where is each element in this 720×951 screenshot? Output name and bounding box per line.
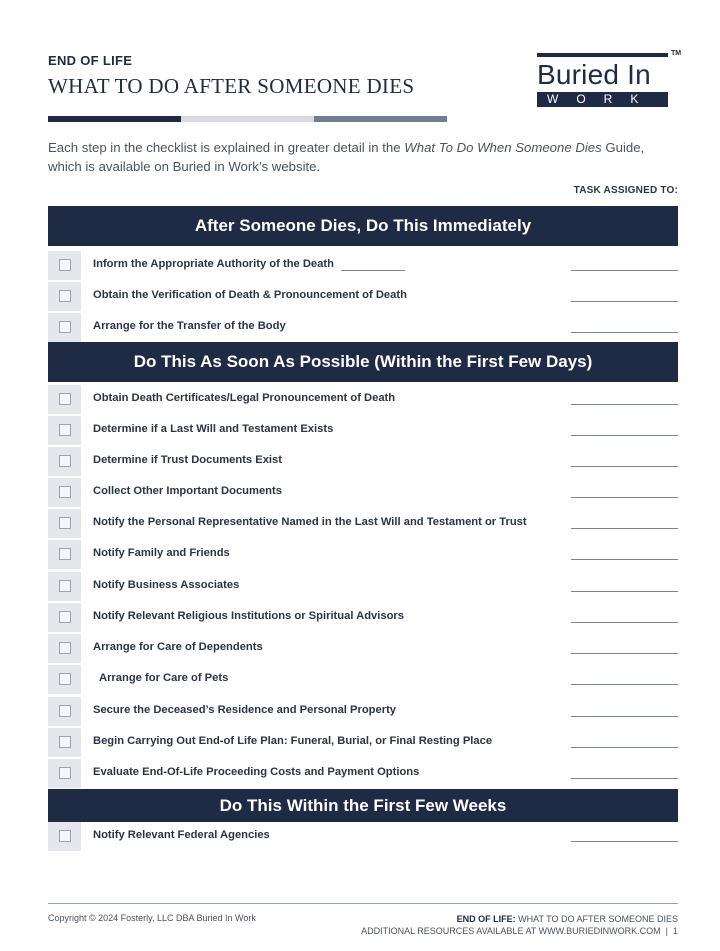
assignee-line[interactable]: [571, 435, 678, 436]
footer-resources: ADDITIONAL RESOURCES AVAILABLE AT WWW.BURIEDINWORK.COM: [361, 926, 661, 936]
checkbox[interactable]: [59, 548, 71, 560]
checklist-row: [48, 313, 678, 342]
assignee-line[interactable]: [571, 653, 678, 654]
checkbox[interactable]: [59, 486, 71, 498]
checkbox[interactable]: [59, 705, 71, 717]
task-label: Determine if a Last Will and Testament Exists: [93, 423, 334, 435]
task-label: Evaluate End-Of-Life Proceeding Costs and Payment Options: [93, 766, 420, 778]
checkbox[interactable]: [59, 736, 71, 748]
buried-in-work-logo: [537, 50, 680, 112]
task-label: Notify Family and Friends: [93, 547, 230, 559]
accent-bar-mid: [314, 116, 447, 122]
assignee-line[interactable]: [571, 270, 678, 271]
task-label: Notify the Personal Representative Named in the Last Will and Testament or Trust: [93, 516, 527, 528]
assignee-line[interactable]: [571, 716, 678, 717]
checklist-row: [48, 478, 678, 507]
checklist-row: [48, 447, 678, 476]
task-label: Notify Relevant Federal Agencies: [93, 829, 270, 841]
checklist-row: [48, 728, 678, 757]
section-header-immediately: After Someone Dies, Do This Immediately: [48, 206, 678, 246]
checklist-row: [48, 509, 678, 538]
assignee-line[interactable]: [571, 591, 678, 592]
footer-resources-line: [361, 925, 678, 937]
checklist-row: [48, 416, 678, 445]
logo-work-band: WORK: [537, 92, 668, 107]
trademark-mark: TM: [671, 50, 682, 57]
accent-bar-dark: [48, 116, 181, 122]
task-label: Begin Carrying Out End-of Life Plan: Funeral, Burial, or Final Resting Place: [93, 735, 493, 747]
assignee-line[interactable]: [571, 301, 678, 302]
checkbox[interactable]: [59, 393, 71, 405]
logo-name: Buried In: [537, 59, 651, 90]
task-label: Notify Business Associates: [93, 579, 240, 591]
page-number: 1: [672, 926, 678, 936]
page-title: WHAT TO DO AFTER SOMEONE DIES: [48, 74, 415, 98]
footer-doc-label-text: WHAT TO DO AFTER SOMEONE DIES: [515, 914, 678, 924]
checklist-row: [48, 282, 678, 311]
task-label: Arrange for Care of Dependents: [93, 641, 263, 653]
intro-after: Guide, which is available on Buried in Work’s website.: [48, 140, 645, 174]
assignee-line[interactable]: [571, 332, 678, 333]
task-assigned-header: TASK ASSIGNED TO:: [573, 185, 678, 196]
assignee-line[interactable]: [571, 747, 678, 748]
footer-info: [361, 913, 678, 937]
footer-separator: |: [665, 926, 668, 936]
checklist-row: [48, 759, 678, 788]
checkbox[interactable]: [59, 321, 71, 333]
checkbox[interactable]: [59, 290, 71, 302]
checklist-row: [48, 603, 678, 632]
task-label: Obtain the Verification of Death & Pronouncement of Death: [93, 289, 407, 301]
assignee-line[interactable]: [571, 622, 678, 623]
assignee-line[interactable]: [571, 497, 678, 498]
checkbox[interactable]: [59, 611, 71, 623]
checklist-row: [48, 634, 678, 663]
checkbox[interactable]: [59, 259, 71, 271]
checklist-row: [48, 697, 678, 726]
checkbox[interactable]: [59, 830, 71, 842]
assignee-line[interactable]: [571, 528, 678, 529]
assignee-line[interactable]: [571, 466, 678, 467]
copyright-text: Copyright © 2024 Fosterly, LLC DBA Buried In Work: [48, 913, 256, 923]
task-label: Obtain Death Certificates/Legal Pronouncement of Death: [93, 392, 396, 404]
assignee-line[interactable]: [571, 841, 678, 842]
task-label: Arrange for Care of Pets: [99, 672, 229, 684]
checkbox[interactable]: [59, 673, 71, 685]
footer-divider: [48, 903, 678, 904]
task-label: Determine if Trust Documents Exist: [93, 454, 282, 466]
footer-doc-label-bold: END OF LIFE:: [456, 914, 516, 924]
task-label: Inform the Appropriate Authority of the Death: [93, 258, 334, 270]
footer-doc-label: [361, 913, 678, 925]
inline-blank-line[interactable]: [341, 270, 405, 271]
intro-text: [48, 138, 680, 176]
assignee-line[interactable]: [571, 778, 678, 779]
checklist-row: [48, 385, 678, 414]
task-label: Secure the Deceased’s Residence and Personal Property: [93, 704, 397, 716]
intro-before: Each step in the checklist is explained in greater detail in the: [48, 140, 405, 155]
section-header-first-few-weeks: Do This Within the First Few Weeks: [48, 789, 678, 822]
task-label: Arrange for the Transfer of the Body: [93, 320, 286, 332]
task-label: Collect Other Important Documents: [93, 485, 282, 497]
section-header-first-few-days: Do This As Soon As Possible (Within the First Few Days): [48, 342, 678, 382]
assignee-line[interactable]: [571, 684, 678, 685]
assignee-line[interactable]: [571, 559, 678, 560]
checkbox[interactable]: [59, 517, 71, 529]
eyebrow-label: END OF LIFE: [48, 53, 133, 68]
checklist-row: [48, 665, 678, 694]
checkbox[interactable]: [59, 424, 71, 436]
checkbox[interactable]: [59, 767, 71, 779]
checkbox[interactable]: [59, 455, 71, 467]
checklist-row: [48, 251, 678, 280]
logo-top-bar: [537, 53, 668, 57]
assignee-line[interactable]: [571, 404, 678, 405]
accent-bar-light: [181, 116, 314, 122]
checkbox[interactable]: [59, 642, 71, 654]
guide-title: What To Do When Someone Dies: [404, 140, 602, 155]
checkbox[interactable]: [59, 580, 71, 592]
checklist-row: [48, 572, 678, 601]
task-label: Notify Relevant Religious Institutions or Spiritual Advisors: [93, 610, 405, 622]
checklist-row: [48, 540, 678, 569]
checklist-row: [48, 822, 678, 851]
